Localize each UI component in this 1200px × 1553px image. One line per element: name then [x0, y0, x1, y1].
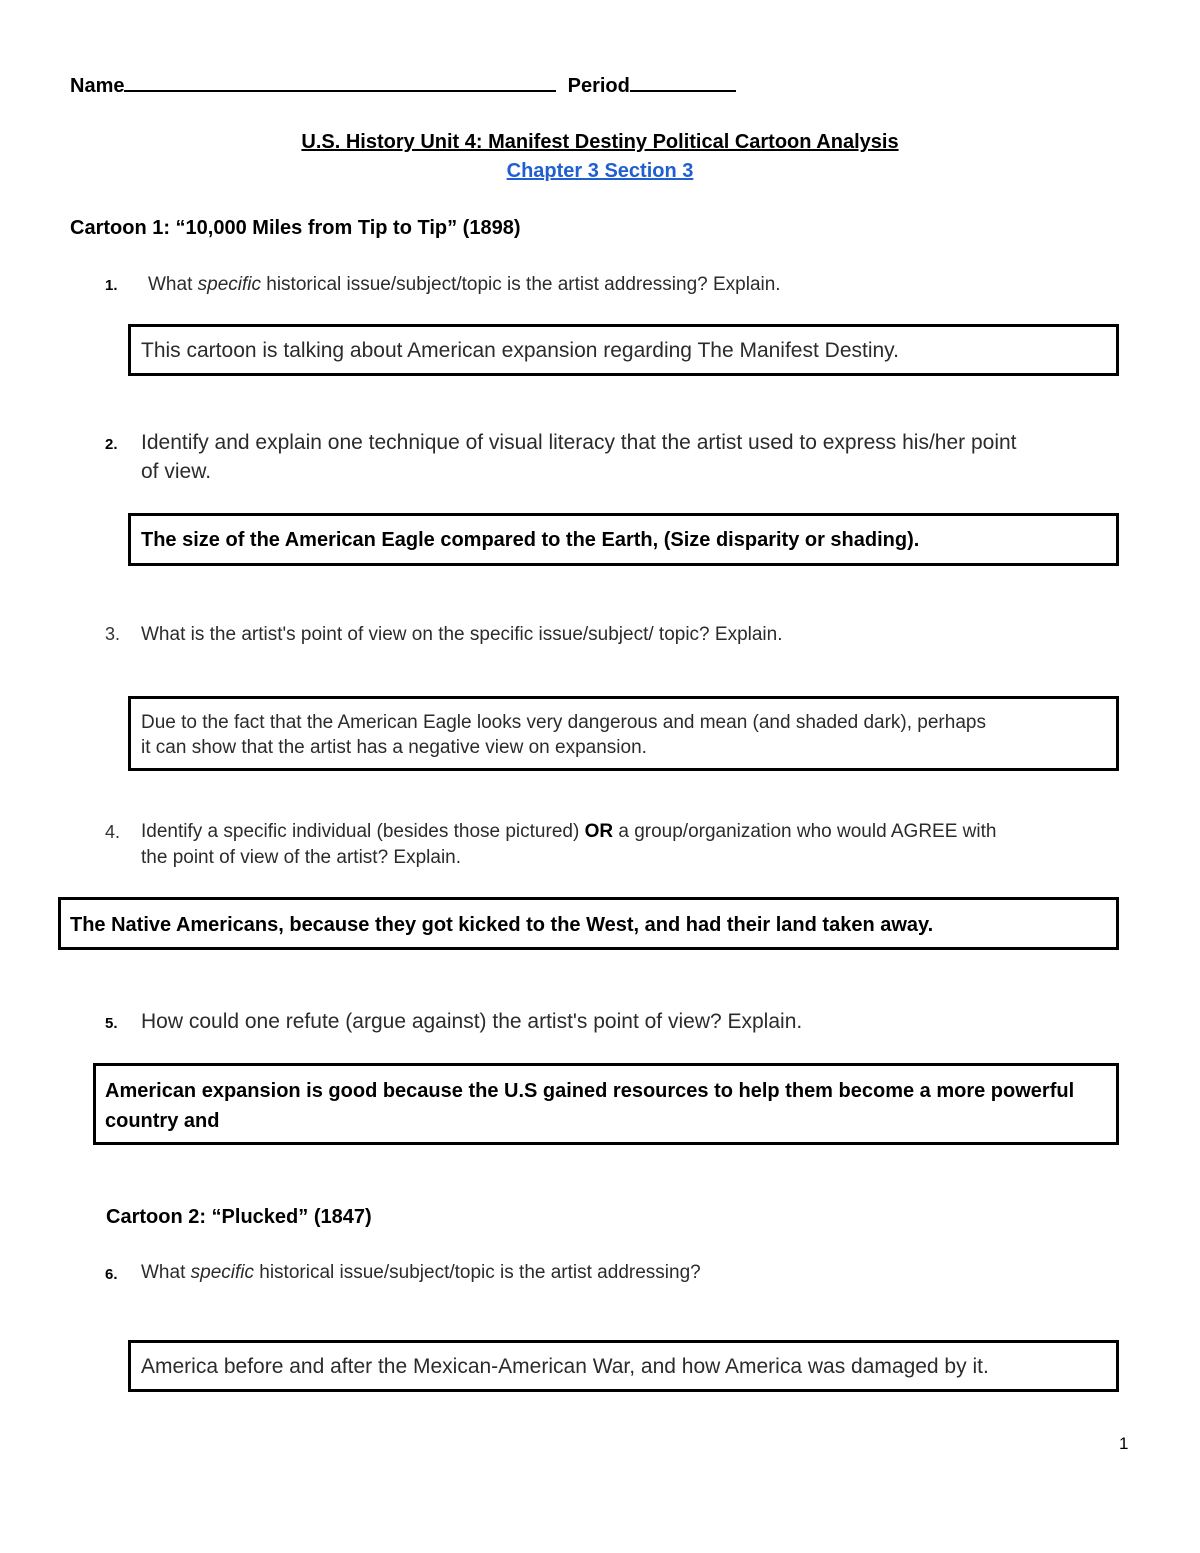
question-6-text: What specific historical issue/subject/topic is the artist addressing? — [141, 1262, 701, 1283]
question-4-line-2: the point of view of the artist? Explain. — [141, 847, 462, 868]
answer-6-text: America before and after the Mexican-American War, and how America was damaged by it. — [141, 1355, 989, 1378]
question-5-number: 5. — [105, 1015, 118, 1032]
question-5-text: How could one refute (argue against) the artist's point of view? Explain. — [141, 1010, 803, 1033]
question-2-number: 2. — [105, 436, 118, 453]
answer-4-box[interactable] — [58, 897, 1119, 950]
answer-1-box[interactable] — [128, 324, 1119, 376]
answer-4-text: The Native Americans, because they got kicked to the West, and had their land taken away. — [70, 914, 934, 936]
period-label: Period — [567, 75, 630, 97]
answer-5-line-1: American expansion is good because the U.S gained resources to help them become a more powerful — [105, 1080, 1075, 1102]
question-6-number: 6. — [105, 1266, 118, 1283]
question-3-text: What is the artist's point of view on the specific issue/subject/ topic? Explain. — [141, 624, 783, 645]
question-4-line-1: Identify a specific individual (besides those pictured) OR a group/organization who would AGREE with — [141, 821, 997, 842]
question-1-text: What specific historical issue/subject/topic is the artist addressing? Explain. — [148, 274, 781, 295]
question-1-number: 1. — [105, 277, 118, 294]
page-number: 1 — [1119, 1434, 1129, 1453]
answer-3-line-1: Due to the fact that the American Eagle looks very dangerous and mean (and shaded dark), perhaps — [141, 712, 986, 733]
name-blank[interactable] — [124, 72, 556, 92]
page-subtitle-link[interactable]: Chapter 3 Section 3 — [506, 160, 694, 182]
answer-6-box[interactable] — [128, 1340, 1119, 1392]
cartoon-2-heading: Cartoon 2: “Plucked” (1847) — [106, 1206, 372, 1228]
answer-2-text: The size of the American Eagle compared to the Earth, (Size disparity or shading). — [141, 529, 920, 551]
answer-5-box[interactable] — [93, 1063, 1119, 1145]
name-label: Name — [70, 75, 125, 97]
period-blank[interactable] — [630, 72, 736, 92]
answer-3-line-2: it can show that the artist has a negative view on expansion. — [141, 737, 647, 758]
name-period-header — [70, 72, 736, 98]
page-title: U.S. History Unit 4: Manifest Destiny Political Cartoon Analysis — [301, 131, 899, 153]
question-2-line-2: of view. — [141, 460, 212, 483]
answer-5-line-2: country and — [105, 1110, 220, 1132]
cartoon-1-heading: Cartoon 1: “10,000 Miles from Tip to Tip” (1898) — [70, 217, 521, 239]
question-4-number: 4. — [105, 822, 121, 842]
answer-3-box[interactable] — [128, 696, 1119, 771]
question-3-number: 3. — [105, 624, 121, 644]
answer-2-box[interactable] — [128, 513, 1119, 566]
answer-1-text: This cartoon is talking about American expansion regarding The Manifest Destiny. — [141, 339, 899, 362]
question-2-line-1: Identify and explain one technique of visual literacy that the artist used to express his/her point — [141, 431, 1017, 454]
